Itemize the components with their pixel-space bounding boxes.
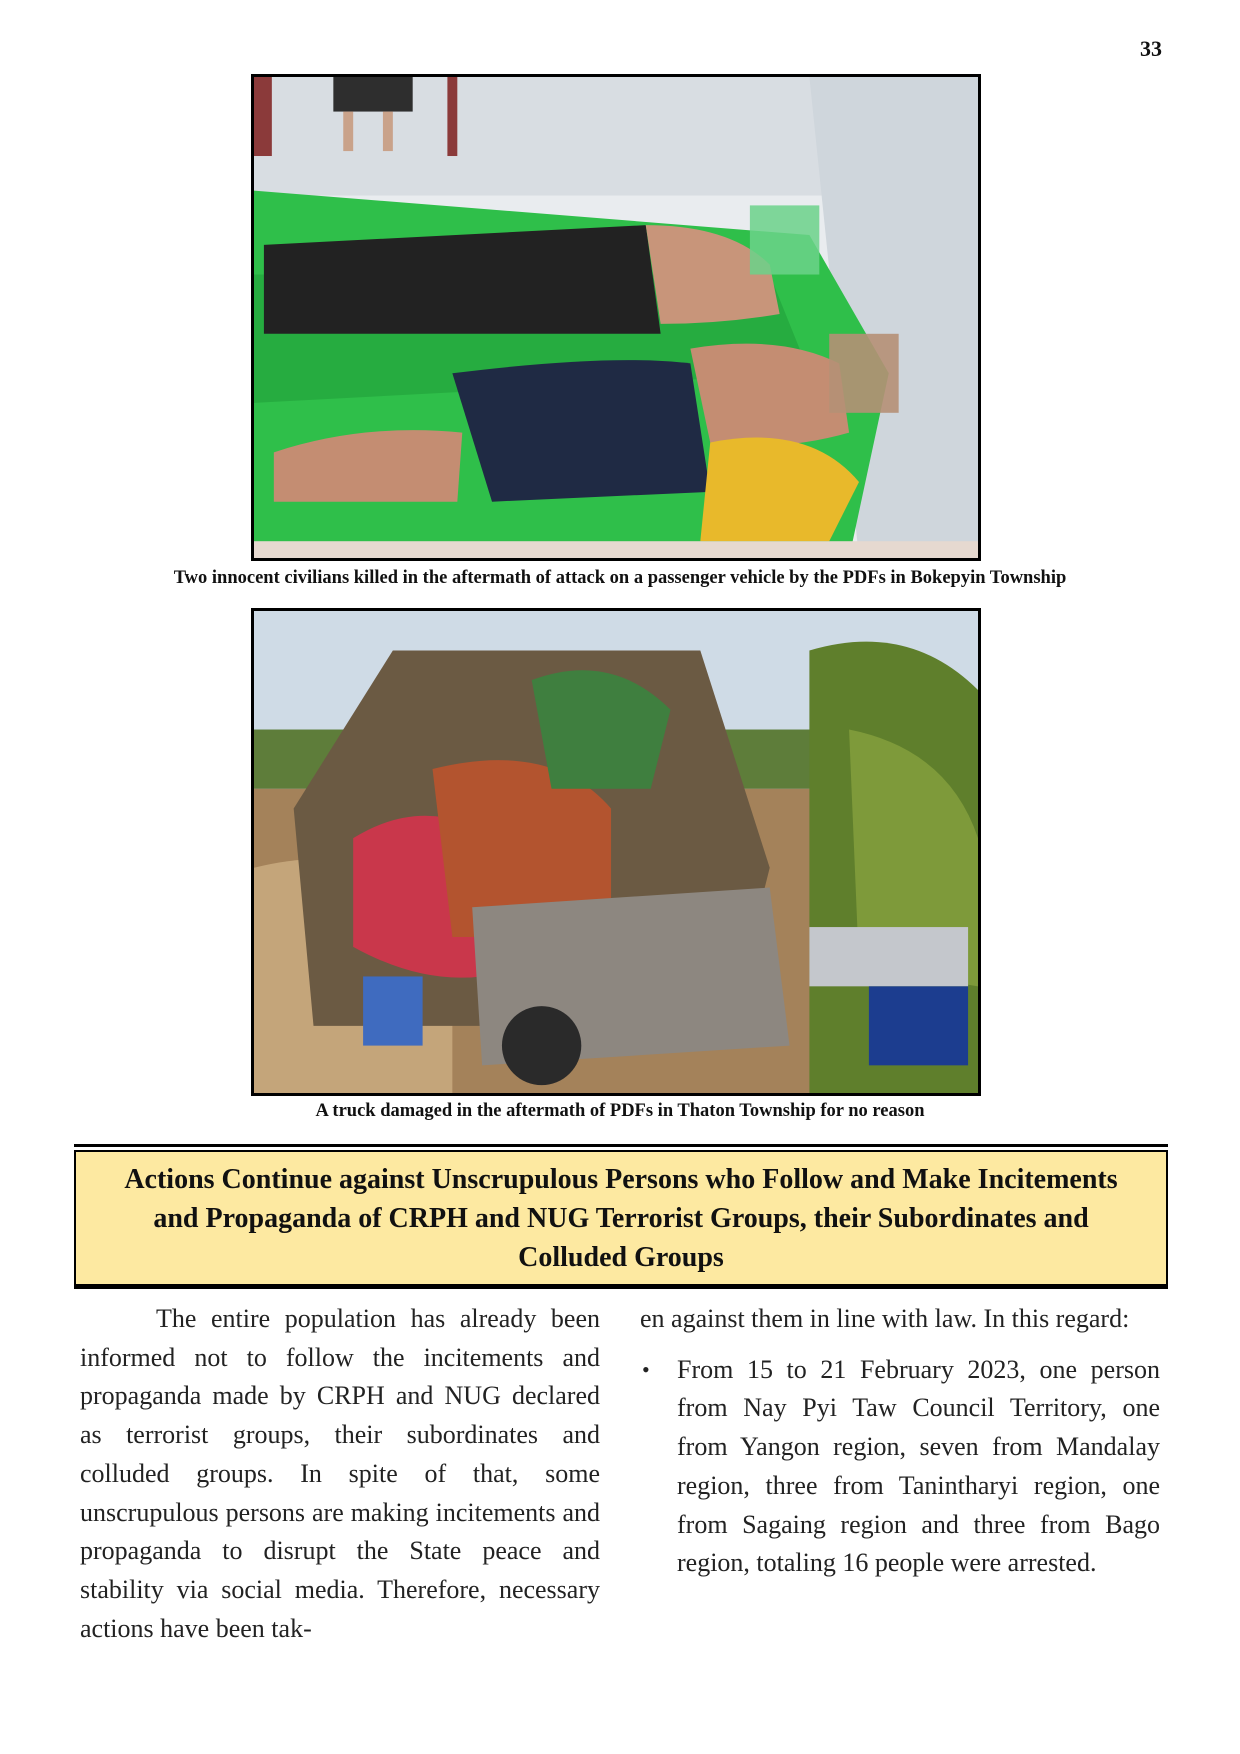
- body-paragraph-part2: en against them in line with law. In this regard:: [640, 1304, 1130, 1333]
- section-heading-box: [74, 1150, 1168, 1286]
- left-column: [80, 1300, 600, 1648]
- bullet-list: [640, 1351, 1160, 1583]
- photo-damaged-truck: [251, 608, 981, 1096]
- photo-civilians-image: [254, 77, 978, 558]
- section-heading: Actions Continue against Unscrupulous Persons who Follow and Make Incitements and Propaganda of CRPH and NUG Terrorist Groups, their Subordinates and Colluded Groups: [124, 1163, 1118, 1273]
- caption-truck: A truck damaged in the aftermath of PDFs in Thaton Township for no reason: [315, 1101, 925, 1121]
- heading-bottom-rule: [74, 1286, 1168, 1289]
- photo-civilians: [251, 74, 981, 561]
- heading-top-rule: [74, 1144, 1168, 1147]
- body-paragraph-part1: The entire population has already been informed not to follow the incitements and propaganda made by CRPH and NUG declared as terrorist groups, their subordinates and colluded groups. In spite of that, some unscrupulous persons are making incitements and propaganda to disrupt the State peace and stability via social media. Therefore, necessary actions have been tak-: [80, 1304, 600, 1643]
- page-number: 33: [1140, 36, 1162, 61]
- bullet-text: From 15 to 21 February 2023, one person from Nay Pyi Taw Council Territory, one from Yangon region, seven from Mandalay region, three from Tanintharyi region, one from Sagaing region and three from Bago region, totaling 16 people were arrested.: [677, 1354, 1160, 1578]
- list-item: [640, 1351, 1160, 1583]
- right-column: [640, 1300, 1160, 1583]
- bullet-icon: •: [642, 1356, 650, 1382]
- photo-truck-image: [254, 611, 978, 1093]
- caption-civilians: Two innocent civilians killed in the aftermath of attack on a passenger vehicle by the PDFs in Bokepyin Township: [173, 568, 1067, 588]
